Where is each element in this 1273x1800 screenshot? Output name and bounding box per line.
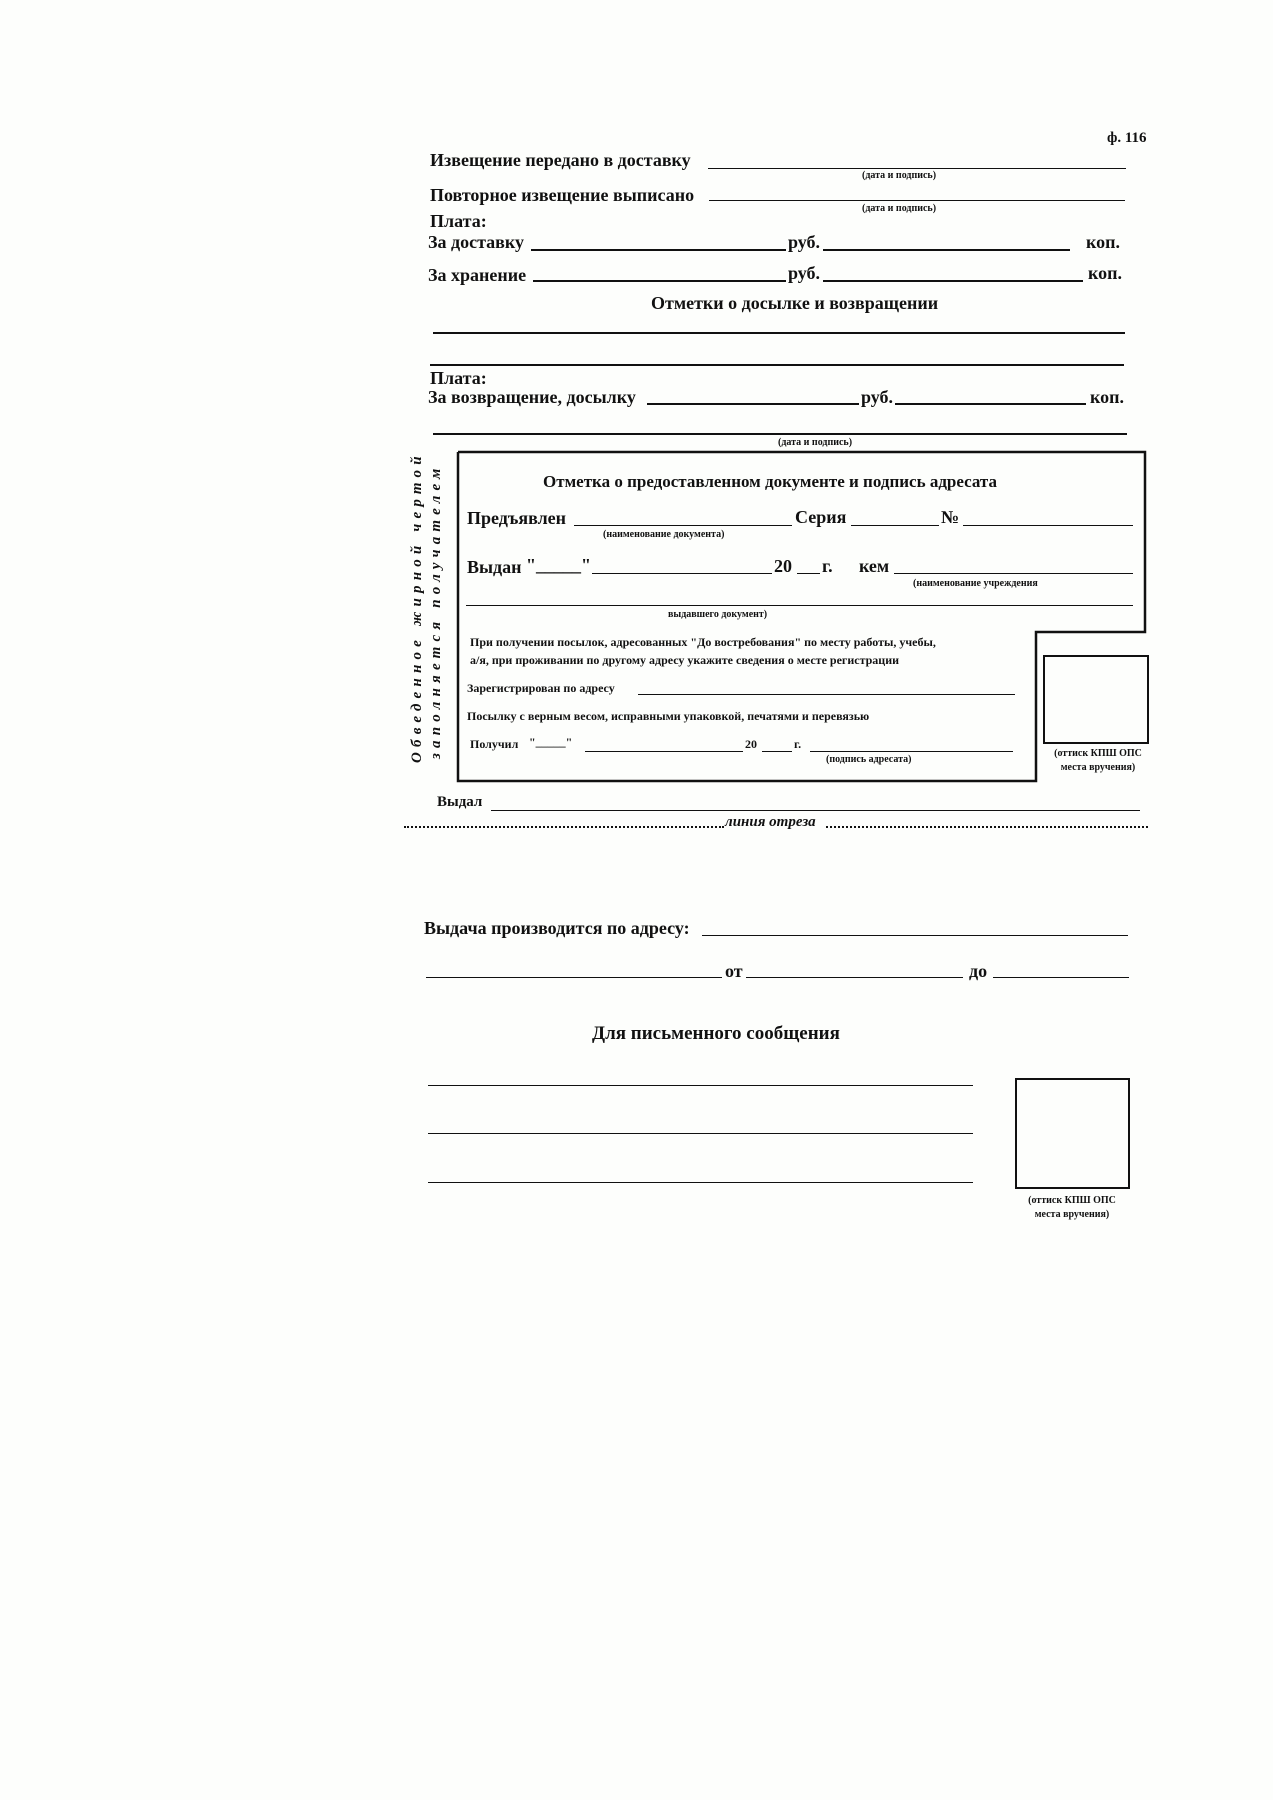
issuing-doc-caption: выдавшего документ) xyxy=(668,609,768,620)
presented-label: Предъявлен xyxy=(467,508,567,528)
stamp-caption-2: места вручения) xyxy=(1060,762,1136,773)
document-name-field[interactable] xyxy=(574,525,792,526)
to-label: до xyxy=(969,961,988,981)
issued-by-label: Выдал xyxy=(437,794,483,810)
poste-restante-line1: При получении посылок, адресованных "До востребования" по месту работы, учебы, xyxy=(470,635,936,649)
series-field[interactable] xyxy=(851,525,939,526)
document-title: Отметка о предоставленном документе и подпись адресата xyxy=(543,472,997,491)
received-year-field[interactable] xyxy=(762,751,792,752)
parcel-ok-text: Посылку с верным весом, исправными упаковкой, печатями и перевязью xyxy=(467,709,870,723)
payment-label-2: Плата: xyxy=(430,368,487,388)
stamp-caption-1: (оттиск КПШ ОПС xyxy=(1054,748,1142,759)
issuing-authority-field[interactable] xyxy=(894,573,1133,574)
delivery-address-field[interactable] xyxy=(702,935,1128,936)
registered-address-field[interactable] xyxy=(638,694,1015,695)
received-year-suffix: г. xyxy=(794,737,802,751)
issued-month-field[interactable] xyxy=(592,573,772,574)
forward-return-title: Отметки о досылке и возвращении xyxy=(651,293,939,313)
delivery-address-label: Выдача производится по адресу: xyxy=(424,918,690,938)
kop-label: коп. xyxy=(1088,263,1123,283)
vertical-note-line2: заполняется получателем xyxy=(428,463,444,759)
to-field[interactable] xyxy=(993,977,1129,978)
date-signature-caption: (дата и подпись) xyxy=(862,170,937,181)
issued-date-field[interactable]: "_____" xyxy=(526,555,591,575)
form-number: ф. 116 xyxy=(1107,130,1147,146)
by-whom-label: кем xyxy=(859,556,890,576)
message-line-1[interactable] xyxy=(428,1085,973,1086)
document-number-field[interactable] xyxy=(963,525,1133,526)
for-delivery-label: За доставку xyxy=(428,232,524,252)
from-label: от xyxy=(725,961,743,981)
message-line-2[interactable] xyxy=(428,1133,973,1134)
from-field[interactable] xyxy=(746,977,963,978)
year-suffix: г. xyxy=(822,556,833,576)
date-signature-caption: (дата и подпись) xyxy=(778,437,853,448)
stamp-box xyxy=(1043,655,1149,744)
received-year-prefix: 20 xyxy=(745,737,757,751)
year-prefix: 20 xyxy=(774,556,792,576)
addressee-signature-field[interactable] xyxy=(810,751,1013,752)
issued-label: Выдан xyxy=(467,557,522,577)
cut-dotted-right xyxy=(826,822,1148,828)
number-label: № xyxy=(941,507,960,527)
kop-label: коп. xyxy=(1086,232,1121,252)
received-month-field[interactable] xyxy=(585,751,743,752)
cut-dotted-left xyxy=(404,822,724,828)
for-storage-label: За хранение xyxy=(428,265,527,285)
stamp-box-2 xyxy=(1015,1078,1130,1189)
message-title: Для письменного сообщения xyxy=(592,1023,840,1044)
doc-name-caption: (наименование документа) xyxy=(603,529,725,540)
issued-by-field[interactable] xyxy=(491,810,1140,811)
issued-year-field[interactable] xyxy=(797,573,820,574)
addressee-signature-caption: (подпись адресата) xyxy=(826,754,912,765)
kop-label: коп. xyxy=(1090,387,1125,407)
message-line-3[interactable] xyxy=(428,1182,973,1183)
poste-restante-line2: а/я, при проживании по другому адресу укажите сведения о месте регистрации xyxy=(470,653,900,667)
date-signature-caption: (дата и подпись) xyxy=(862,203,937,214)
received-label: Получил xyxy=(470,737,519,751)
stamp2-caption-1: (оттиск КПШ ОПС xyxy=(1028,1195,1116,1206)
vertical-note-line1: Обведенное жирной чертой xyxy=(409,451,425,763)
repeat-notice-label: Повторное извещение выписано xyxy=(430,185,695,205)
payment-label: Плата: xyxy=(430,211,487,231)
for-return-forward-label: За возвращение, досылку xyxy=(428,387,636,407)
rub-label: руб. xyxy=(861,387,894,407)
rub-label: руб. xyxy=(788,232,821,252)
registered-at-label: Зарегистрирован по адресу xyxy=(467,681,615,695)
notice-delivered-label: Извещение передано в доставку xyxy=(430,150,691,170)
rub-label: руб. xyxy=(788,263,821,283)
cut-line-label: линия отреза xyxy=(725,814,816,830)
issuing-authority-field-2[interactable] xyxy=(466,605,1133,606)
institution-caption: (наименование учреждения xyxy=(913,578,1038,589)
series-label: Серия xyxy=(795,507,847,527)
delivery-address-field-2[interactable] xyxy=(426,977,722,978)
received-date-field[interactable]: "_____" xyxy=(529,735,573,749)
stamp2-caption-2: места вручения) xyxy=(1034,1209,1110,1220)
